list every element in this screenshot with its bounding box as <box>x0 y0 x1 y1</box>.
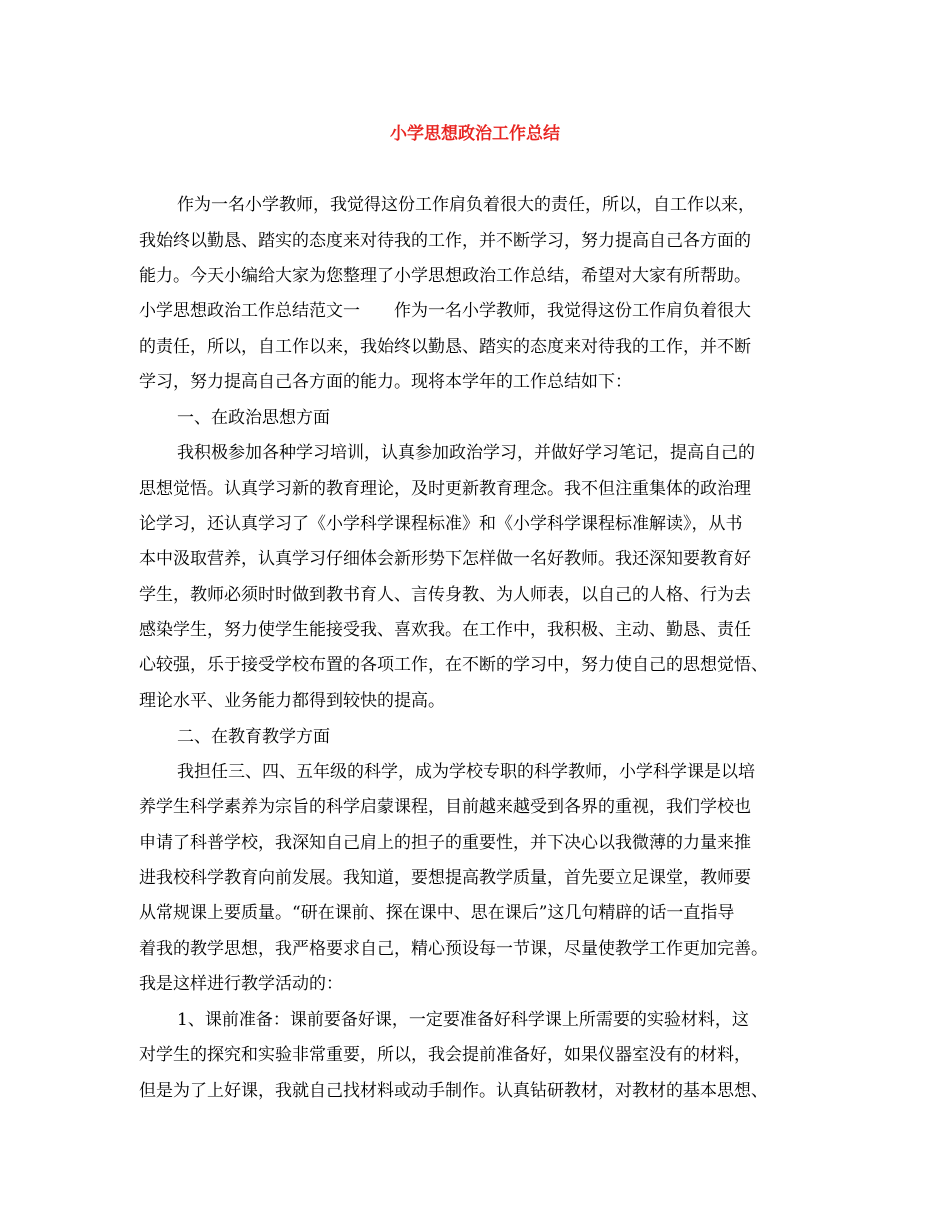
text-line: 能力。今天小编给大家为您整理了小学思想政治工作总结，希望对大家有所帮助。 <box>139 266 751 286</box>
text-line: 理论水平、业务能力都得到较快的提高。 <box>139 691 445 711</box>
text-line: 申请了科普学校，我深知自己肩上的担子的重要性，并下决心以我微薄的力量来推 <box>139 833 751 853</box>
text-line: 进我校科学教育向前发展。我知道，要想提高教学质量，首先要立足课堂，教师要 <box>139 868 751 888</box>
text-line: 但是为了上好课，我就自己找材料或动手制作。认真钻研教材，对教材的基本思想、 <box>139 1081 768 1101</box>
text-line: 本中汲取营养，认真学习仔细体会新形势下怎样做一名好教师。我还深知要教育好 <box>139 549 751 569</box>
text-line: 感染学生，努力使学生能接受我、喜欢我。在工作中，我积极、主动、勤恳、责任 <box>139 620 751 640</box>
text-line: 的责任，所以，自工作以来，我始终以勤恳、踏实的态度来对待我的工作，并不断 <box>139 337 751 357</box>
text-line: 1、课前准备：课前要备好课，一定要准备好科学课上所需要的实验材料，这 <box>177 1010 749 1030</box>
text-line: 学习，努力提高自己各方面的能力。现将本学年的工作总结如下： <box>139 372 632 392</box>
section-heading: 一、在政治思想方面 <box>177 408 330 428</box>
text-line: 从常规课上要质量。“研在课前、探在课中、思在课后”这几句精辟的话一直指导 <box>139 903 735 923</box>
text-line: 我是这样进行教学活动的： <box>139 974 343 994</box>
text-line: 着我的教学思想，我严格要求自己，精心预设每一节课，尽量使教学工作更加完善。 <box>139 939 768 959</box>
text-line: 论学习，还认真学习了《小学科学课程标准》和《小学科学课程标准解读》，从书 <box>139 514 743 534</box>
document-title: 小学思想政治工作总结 <box>390 124 560 144</box>
text-line: 对学生的探究和实验非常重要，所以，我会提前准备好，如果仪器室没有的材料， <box>139 1045 751 1065</box>
text-line: 心较强，乐于接受学校布置的各项工作，在不断的学习中，努力使自己的思想觉悟、 <box>139 655 768 675</box>
text-line: 我始终以勤恳、踏实的态度来对待我的工作，并不断学习，努力提高自己各方面的 <box>139 231 751 251</box>
text-line: 思想觉悟。认真学习新的教育理论，及时更新教育理念。我不但注重集体的政治理 <box>139 479 751 499</box>
text-line: 我积极参加各种学习培训，认真参加政治学习，并做好学习笔记，提高自己的 <box>177 443 755 463</box>
text-line: 我担任三、四、五年级的科学，成为学校专职的科学教师，小学科学课是以培 <box>177 762 755 782</box>
text-line: 作为一名小学教师，我觉得这份工作肩负着很大的责任，所以，自工作以来， <box>177 195 755 215</box>
text-line: 学生，教师必须时时做到教书育人、言传身教、为人师表，以自己的人格、行为去 <box>139 585 751 605</box>
section-heading: 二、在教育教学方面 <box>177 727 330 747</box>
text-line: 养学生科学素养为宗旨的科学启蒙课程，目前越来越受到各界的重视，我们学校也 <box>139 797 751 817</box>
text-line: 小学思想政治工作总结范文一 作为一名小学教师，我觉得这份工作肩负着很大 <box>139 301 751 321</box>
